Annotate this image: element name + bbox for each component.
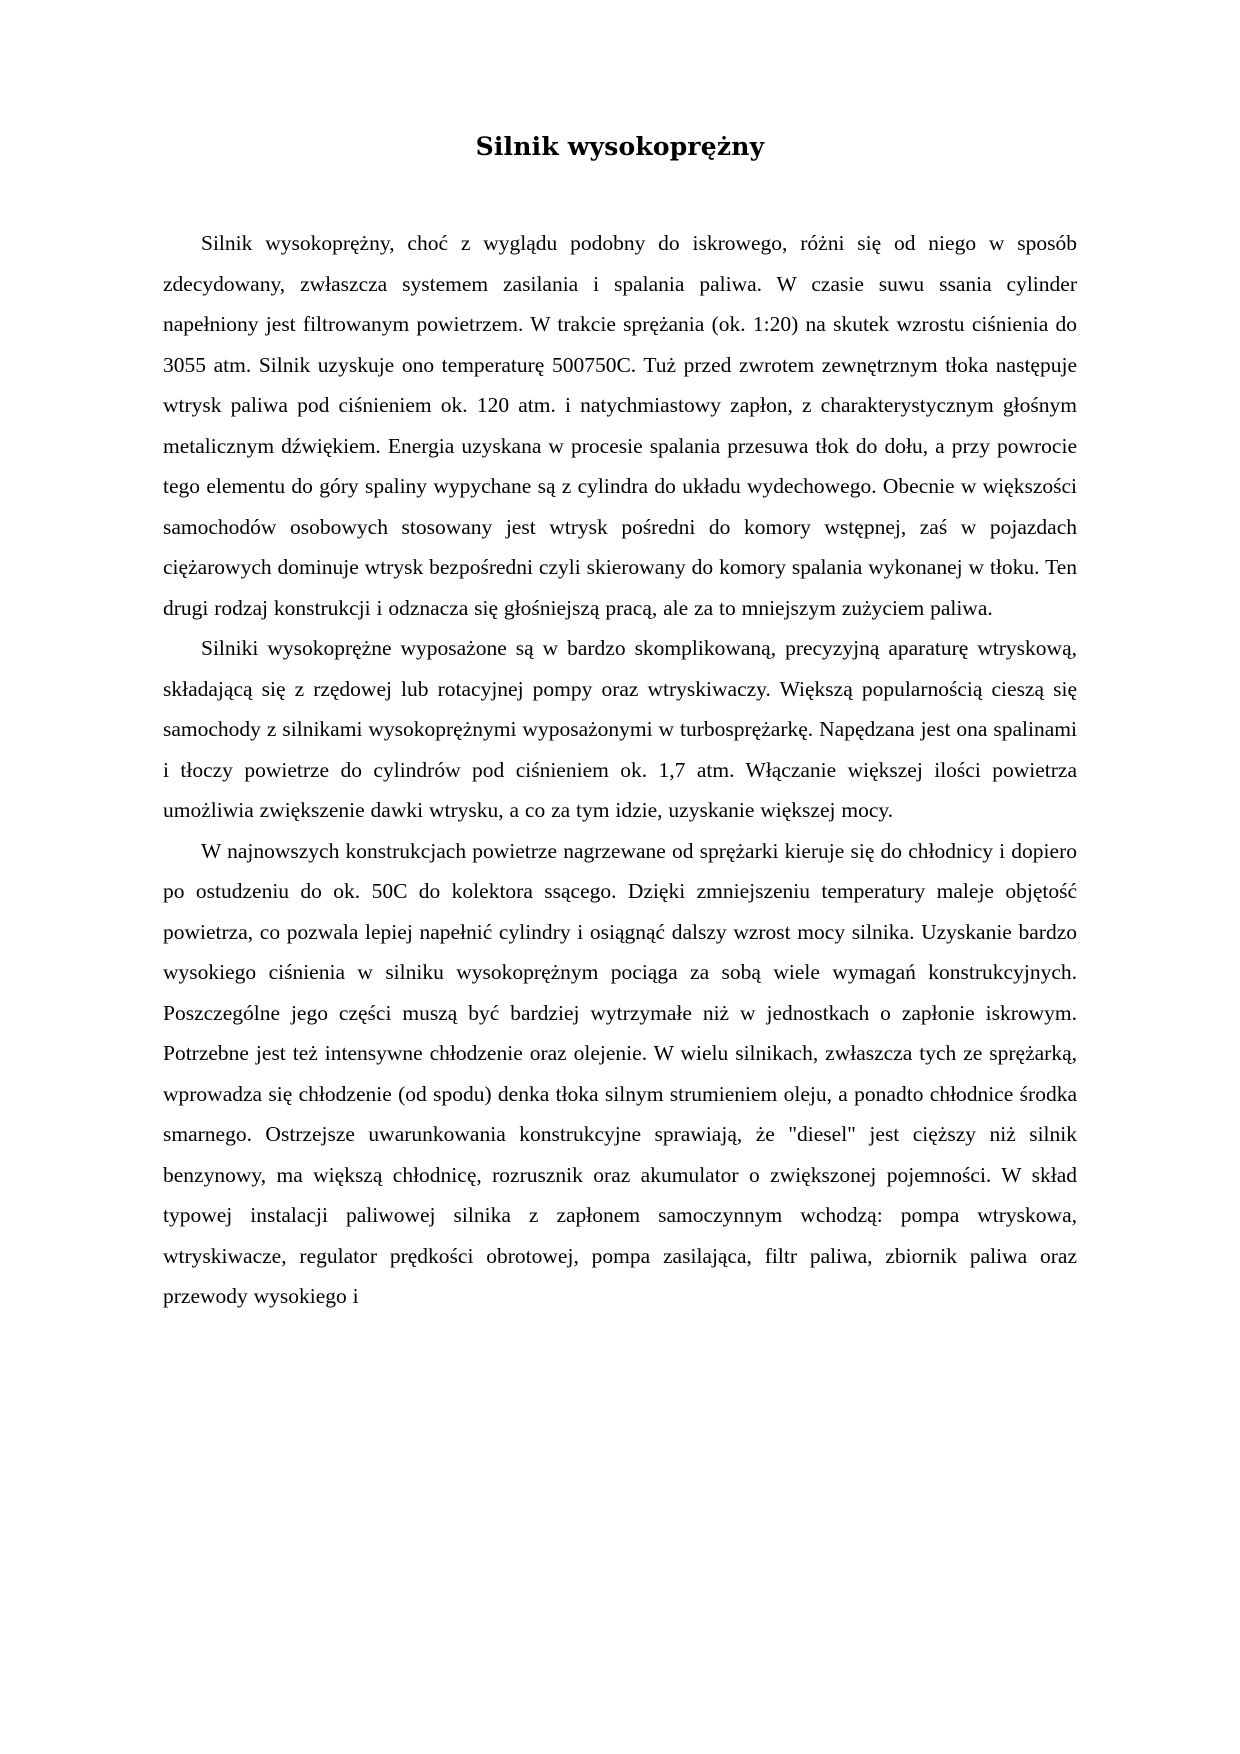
paragraph-2: Silniki wysokoprężne wyposażone są w bardzo skomplikowaną, precyzyjną aparaturę wtryskową, składającą się z rzędowej lub rotacyjnej pompy oraz wtryskiwaczy. Większą popularnością cieszą się samochody z silnikami wysokoprężnymi wyposażonymi w turbosprężarkę. Napędzana jest ona spalinami i tłoczy powietrze do cylindrów pod ciśnieniem ok. 1,7 atm. Włączanie większej ilości powietrza umożliwia zwiększenie dawki wtrysku, a co za tym idzie, uzyskanie większej mocy. [163,636,1077,822]
document-body [163,223,1077,1317]
page-title: Silnik wysokoprężny [475,132,765,161]
paragraph-3: W najnowszych konstrukcjach powietrze nagrzewane od sprężarki kieruje się do chłodnicy i dopiero po ostudzeniu do ok. 50C do kolektora ssącego. Dzięki zmniejszeniu temperatury maleje objętość powietrza, co pozwala lepiej napełnić cylindry i osiągnąć dalszy wzrost mocy silnika. Uzyskanie bardzo wysokiego ciśnienia w silniku wysokoprężnym pociąga za sobą wiele wymagań konstrukcyjnych. Poszczególne jego części muszą być bardziej wytrzymałe niż w jednostkach o zapłonie iskrowym. Potrzebne jest też intensywne chłodzenie oraz olejenie. W wielu silnikach, zwłaszcza tych ze sprężarką, wprowadza się chłodzenie (od spodu) denka tłoka silnym strumieniem oleju, a ponadto chłodnice środka smarnego. Ostrzejsze uwarunkowania konstrukcyjne sprawiają, że "diesel" jest cięższy niż silnik benzynowy, ma większą chłodnicę, rozrusznik oraz akumulator o zwiększonej pojemności. W skład typowej instalacji paliwowej silnika z zapłonem samoczynnym wchodzą: pompa wtryskowa, wtryskiwacze, regulator prędkości obrotowej, pompa zasilająca, filtr paliwa, zbiornik paliwa oraz przewody wysokiego i [163,838,1077,1308]
paragraph-1: Silnik wysokoprężny, choć z wyglądu podobny do iskrowego, różni się od niego w sposób zdecydowany, zwłaszcza systemem zasilania i spalania paliwa. W czasie suwu ssania cylinder napełniony jest filtrowanym powietrzem. W trakcie sprężania (ok. 1:20) na skutek wzrostu ciśnienia do 3055 atm. Silnik uzyskuje ono temperaturę 500750C. Tuż przed zwrotem zewnętrznym tłoka następuje wtrysk paliwa pod ciśnieniem ok. 120 atm. i natychmiastowy zapłon, z charakterystycznym głośnym metalicznym dźwiękiem. Energia uzyskana w procesie spalania przesuwa tłok do dołu, a przy powrocie tego elementu do góry spaliny wypychane są z cylindra do układu wydechowego. Obecnie w większości samochodów osobowych stosowany jest wtrysk pośredni do komory wstępnej, zaś w pojazdach ciężarowych dominuje wtrysk bezpośredni czyli skierowany do komory spalania wykonanej w tłoku. Ten drugi rodzaj konstrukcji i odznacza się głośniejszą pracą, ale za to mniejszym zużyciem paliwa. [163,231,1077,620]
